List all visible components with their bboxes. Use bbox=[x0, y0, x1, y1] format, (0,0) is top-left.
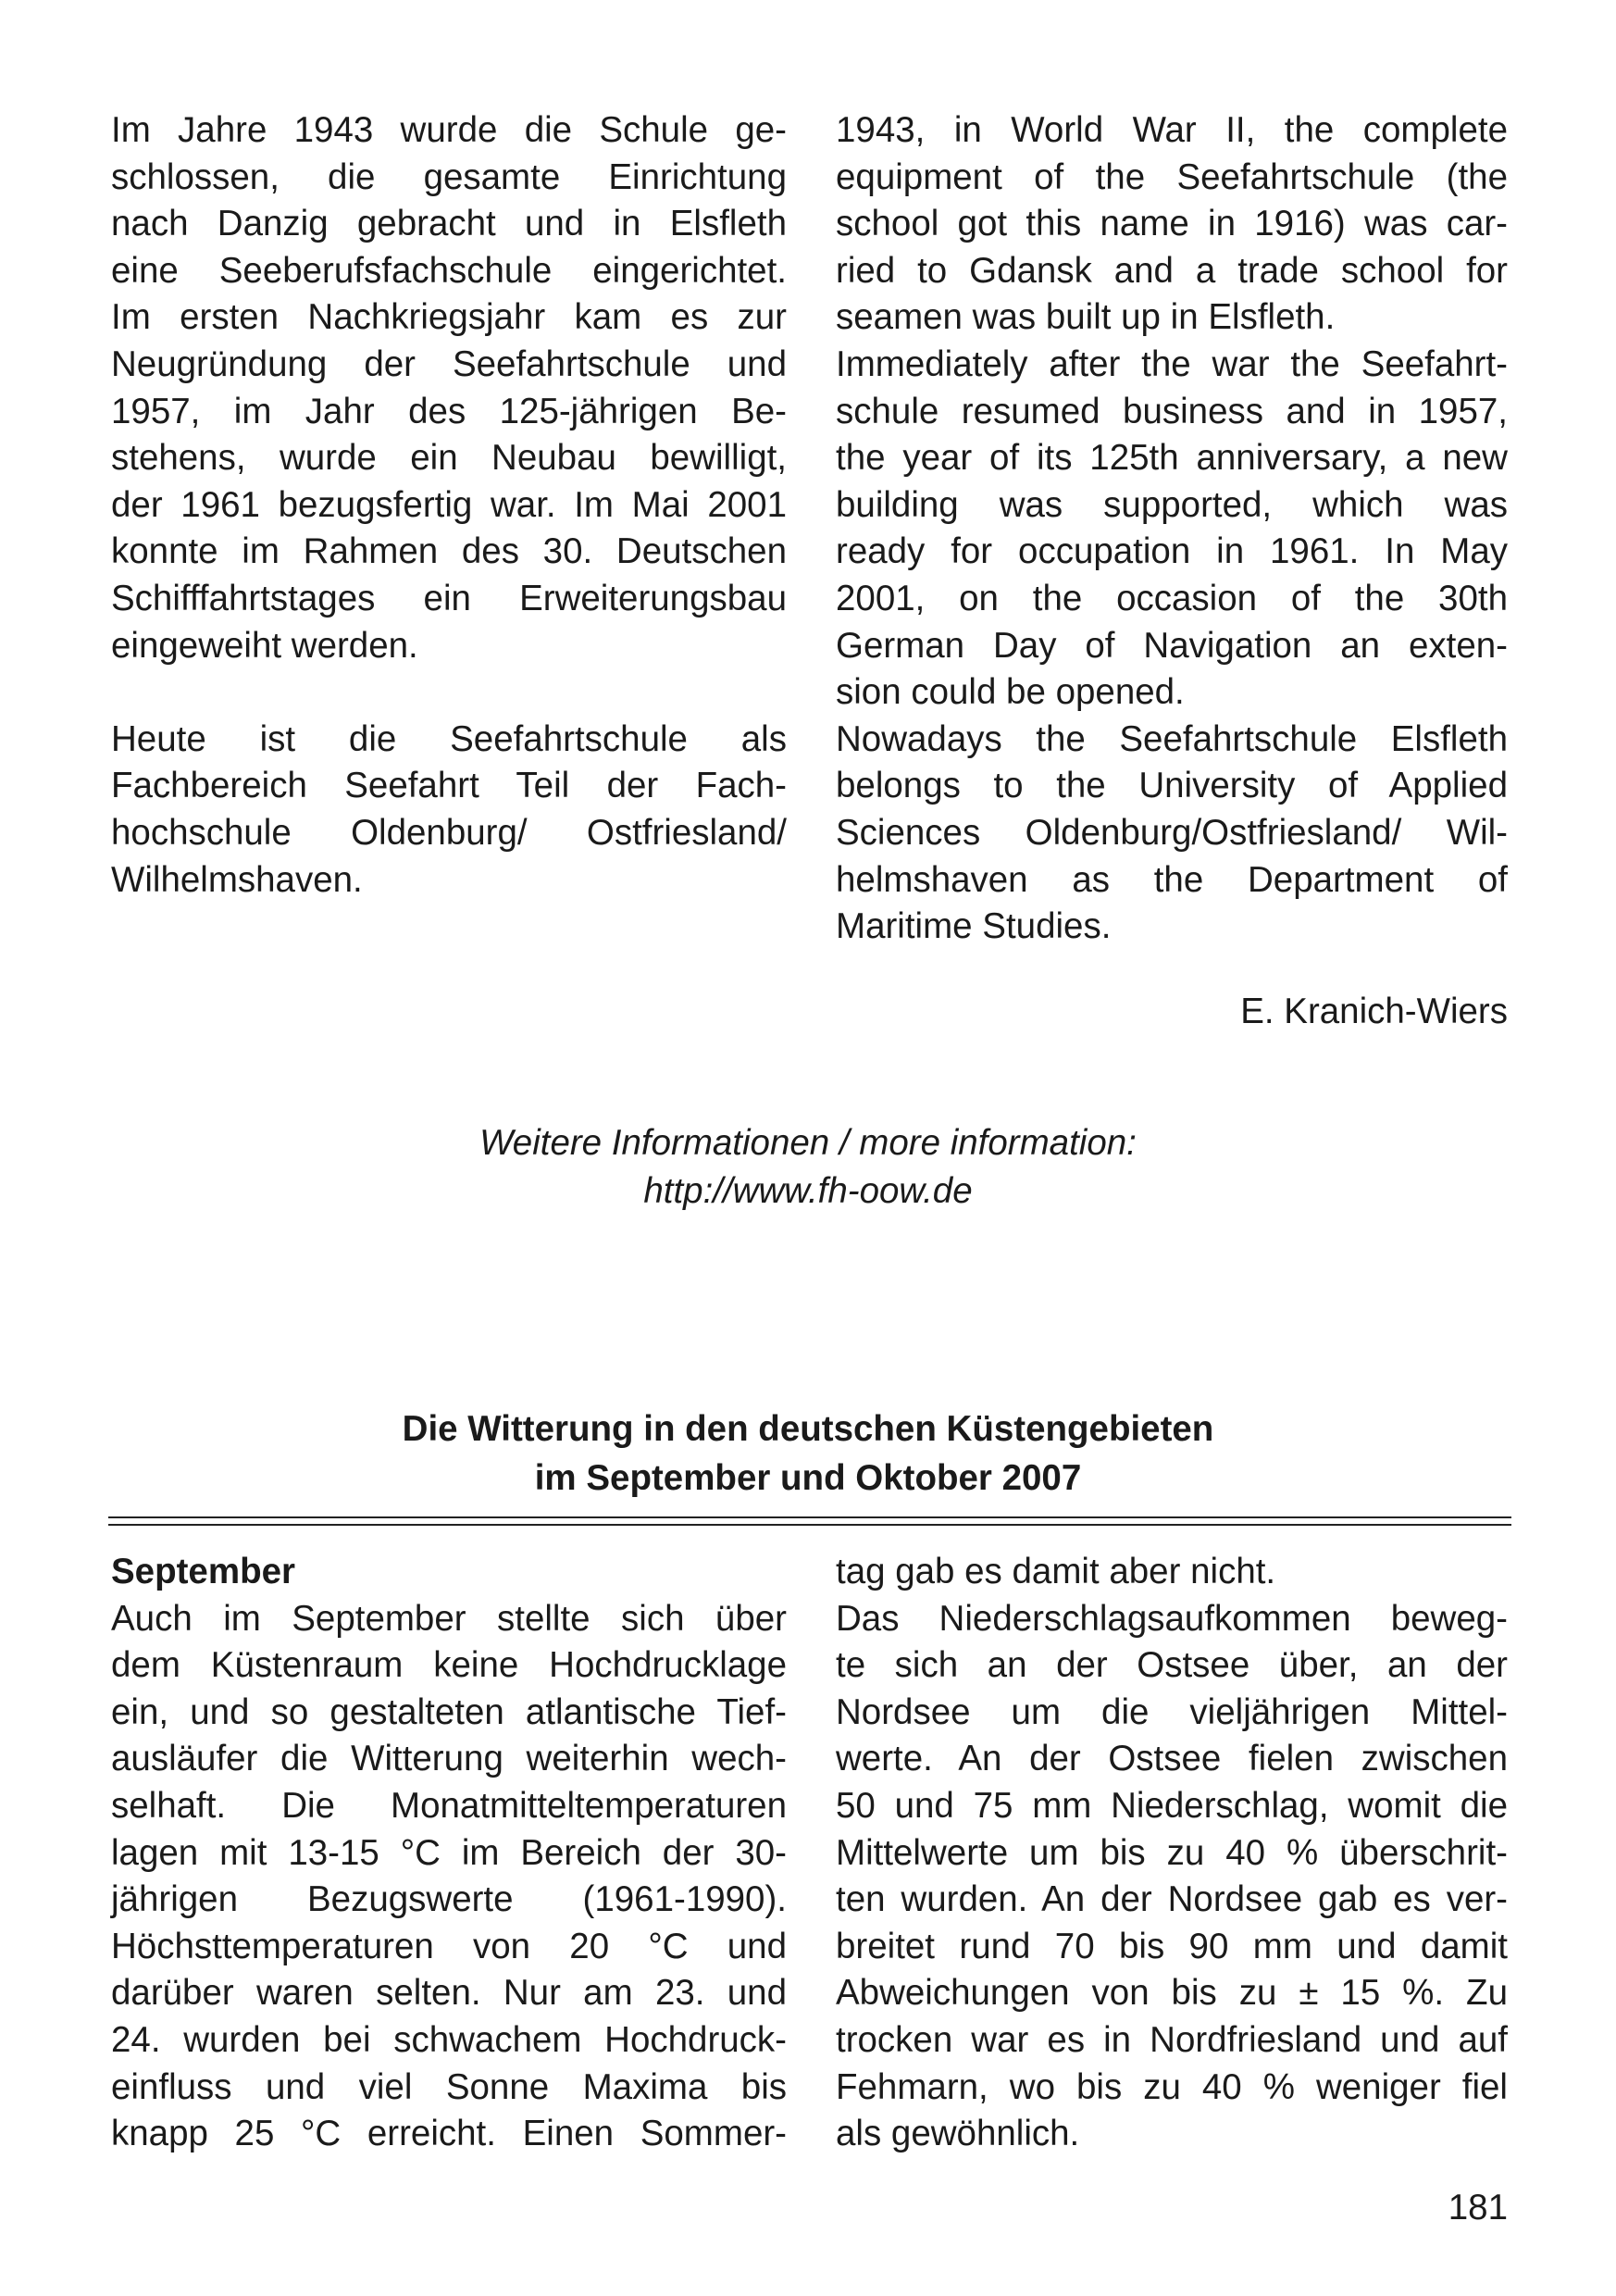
text-line: ready for occupation in 1961. In May bbox=[836, 531, 1508, 572]
text-line: der 1961 bezugsfertig war. Im Mai 2001 bbox=[111, 484, 787, 525]
blank-line bbox=[111, 669, 787, 717]
divider-rule bbox=[108, 1516, 1511, 1518]
more-information-link[interactable]: http://www.fh-oow.de bbox=[643, 1171, 973, 1211]
text-line: 24. wurden bei schwachem Hochdruck- bbox=[111, 2019, 787, 2060]
text-line: seamen was built up in Elsfleth. bbox=[836, 297, 1336, 338]
text-line: Mittelwerte um bis zu 40 % überschrit- bbox=[836, 1832, 1508, 1873]
text-line: Immediately after the war the Seefahrt- bbox=[836, 343, 1508, 384]
text-line: Fachbereich Seefahrt Teil der Fach- bbox=[111, 766, 787, 806]
text-line: 50 und 75 mm Niederschlag, womit die bbox=[836, 1785, 1508, 1826]
weather-right-column bbox=[836, 1549, 1508, 2158]
text-line: trocken war es in Nordfriesland und auf bbox=[836, 2019, 1508, 2060]
weather-left-column bbox=[111, 1549, 787, 2158]
text-line: hochschule Oldenburg/ Ostfriesland/ bbox=[111, 812, 787, 853]
text-line: darüber waren selten. Nur am 23. und bbox=[111, 1973, 787, 2014]
english-history-column bbox=[836, 107, 1508, 951]
text-line: eingeweiht werden. bbox=[111, 625, 418, 666]
text-line: selhaft. Die Monatmitteltemperaturen bbox=[111, 1785, 787, 1826]
text-line: equipment of the Seefahrtschule (the bbox=[836, 156, 1508, 197]
text-line: sion could be opened. bbox=[836, 672, 1185, 713]
text-line: ten wurden. An der Nordsee gab es ver- bbox=[836, 1879, 1508, 1920]
text-line: 1943, in World War II, the complete bbox=[836, 110, 1508, 150]
text-line: the year of its 125th anniversary, a new bbox=[836, 438, 1508, 479]
text-line: Auch im September stellte sich über bbox=[111, 1598, 787, 1639]
weather-heading-line2: im September und Oktober 2007 bbox=[534, 1458, 1082, 1498]
text-line: Abweichungen von bis zu ± 15 %. Zu bbox=[836, 1973, 1508, 2014]
text-line: schlossen, die gesamte Einrichtung bbox=[111, 156, 787, 197]
text-line: 1957, im Jahr des 125-jährigen Be- bbox=[111, 391, 787, 431]
divider-rule bbox=[108, 1524, 1511, 1526]
text-line: building was supported, which was bbox=[836, 484, 1508, 525]
text-line: Neugründung der Seefahrtschule und bbox=[111, 343, 787, 384]
text-line: school got this name in 1916) was car- bbox=[836, 204, 1508, 244]
text-line: eine Seeberufsfachschule eingerichtet. bbox=[111, 250, 787, 291]
text-line: werte. An der Ostsee fielen zwischen bbox=[836, 1739, 1508, 1779]
text-line: ein, und so gestalteten atlantische Tief- bbox=[111, 1691, 787, 1732]
text-line: 2001, on the occasion of the 30th bbox=[836, 578, 1508, 618]
text-line: tag gab es damit aber nicht. bbox=[836, 1552, 1276, 1591]
text-line: ried to Gdansk and a trade school for bbox=[836, 250, 1508, 291]
text-line: Sciences Oldenburg/Ostfriesland/ Wil- bbox=[836, 812, 1508, 853]
text-line: Maritime Studies. bbox=[836, 906, 1112, 947]
text-line: Nordsee um die vieljährigen Mittel- bbox=[836, 1691, 1508, 1732]
german-history-column bbox=[111, 107, 787, 904]
text-line: Wilhelmshaven. bbox=[111, 859, 363, 900]
section-subheading: September bbox=[111, 1552, 295, 1591]
author-signature: E. Kranich-Wiers bbox=[1240, 992, 1508, 1031]
text-line: ausläufer die Witterung weiterhin wech- bbox=[111, 1739, 787, 1779]
text-line: lagen mit 13-15 °C im Bereich der 30- bbox=[111, 1832, 787, 1873]
text-line: einfluss und viel Sonne Maxima bis bbox=[111, 2066, 787, 2107]
text-line: schule resumed business and in 1957, bbox=[836, 391, 1508, 431]
text-line: Das Niederschlagsaufkommen beweg- bbox=[836, 1598, 1508, 1639]
text-line: Im Jahre 1943 wurde die Schule ge- bbox=[111, 110, 787, 150]
text-line: Im ersten Nachkriegsjahr kam es zur bbox=[111, 297, 787, 338]
text-line: als gewöhnlich. bbox=[836, 2114, 1080, 2154]
text-line: Höchsttemperaturen von 20 °C und bbox=[111, 1926, 787, 1966]
text-line: breitet rund 70 bis 90 mm und damit bbox=[836, 1926, 1508, 1966]
text-line: Schifffahrtstages ein Erweiterungsbau bbox=[111, 578, 787, 618]
text-line: stehens, wurde ein Neubau bewilligt, bbox=[111, 438, 787, 479]
text-line: nach Danzig gebracht und in Elsfleth bbox=[111, 204, 787, 244]
text-line: helmshaven as the Department of bbox=[836, 859, 1508, 900]
weather-heading-line1: Die Witterung in den deutschen Küstengebieten bbox=[402, 1409, 1214, 1449]
text-line: konnte im Rahmen des 30. Deutschen bbox=[111, 531, 787, 572]
text-line: jährigen Bezugswerte (1961-1990). bbox=[111, 1879, 787, 1920]
text-line: Heute ist die Seefahrtschule als bbox=[111, 718, 787, 759]
text-line: Fehmarn, wo bis zu 40 % weniger fiel bbox=[836, 2066, 1508, 2107]
text-line: belongs to the University of Applied bbox=[836, 766, 1508, 806]
more-information-label: Weitere Informationen / more information: bbox=[479, 1123, 1137, 1163]
text-line: German Day of Navigation an exten- bbox=[836, 625, 1508, 666]
text-line: knapp 25 °C erreicht. Einen Sommer- bbox=[111, 2114, 787, 2154]
text-line: te sich an der Ostsee über, an der bbox=[836, 1645, 1508, 1686]
text-line: dem Küstenraum keine Hochdrucklage bbox=[111, 1645, 787, 1686]
page-number: 181 bbox=[1448, 2188, 1508, 2227]
text-line: Nowadays the Seefahrtschule Elsfleth bbox=[836, 718, 1508, 759]
